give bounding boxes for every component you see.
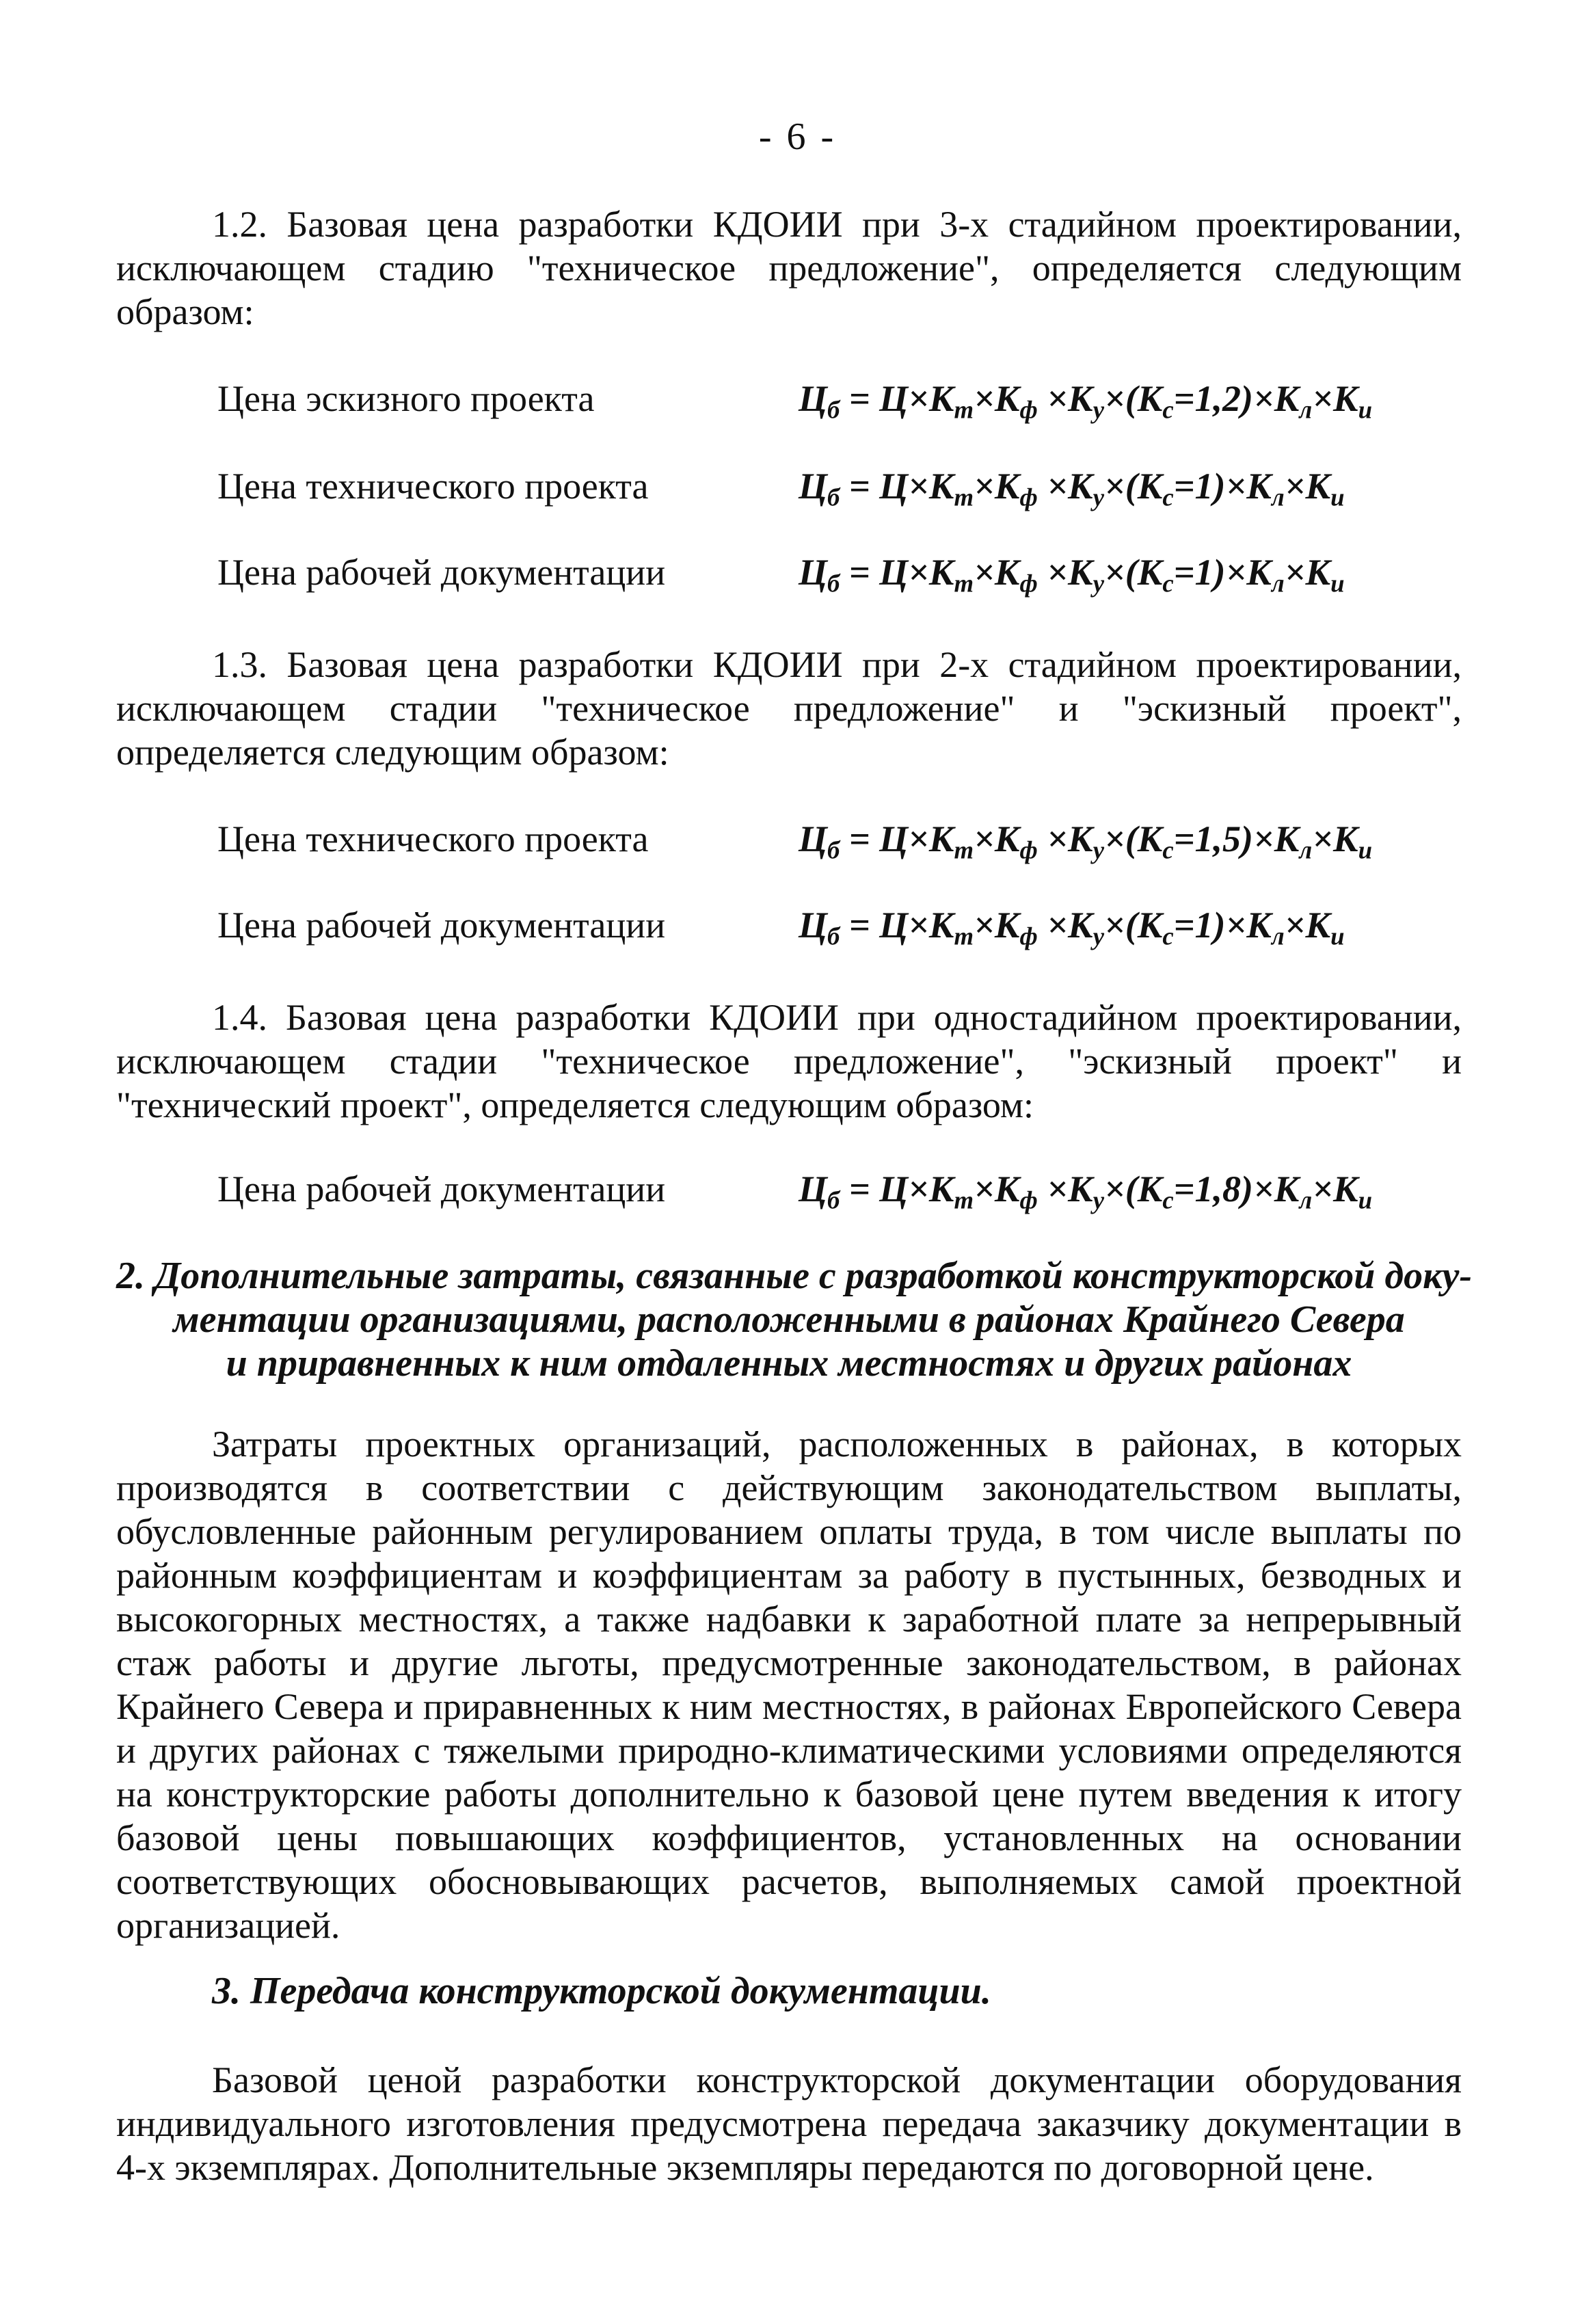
section-2-heading xyxy=(116,1254,1473,1385)
formula-label: Цена технического проекта xyxy=(217,818,649,859)
heading-line: ментации организациями, расположенными в районах Крайнего Севера xyxy=(173,1298,1405,1341)
formula-label: Цена эскизного проекта xyxy=(217,378,595,419)
formula-row-1-2-working xyxy=(217,551,1380,598)
paragraph-1-2: 1.2. Базовая цена разработки КДОИИ при 3-х стадийном проектировании, исключающем стадию "техническое предложение", определяется следующим образом: xyxy=(116,204,1462,332)
formula-row-1-2-technical xyxy=(217,465,1380,509)
price-formula: $Ц_б = Ц\times К_т\times К_ф \times К_у\times(К_с=1,8)\times К_л\times К_и$ xyxy=(799,1168,1373,1214)
price-formula: $Ц_б = Ц\times К_т\times К_ф \times К_у\times(К_с=1)\times К_л\times К_и$ xyxy=(799,905,1345,950)
paragraph-section-3: Базовой ценой разработки конструкторской документации оборудования индивидуального изготовления предусмотрена передача заказчику документации в 4-х экземплярах. Дополнительные экземпляры передаются по договорной цене. xyxy=(116,2059,1462,2188)
paragraph-1-3: 1.3. Базовая цена разработки КДОИИ при 2-х стадийном проектировании, исключающем стадии "техническое предложение" и "эскизный проект", определяется следующим образом: xyxy=(116,644,1462,773)
page-number: - 6 - xyxy=(758,116,837,158)
section-3-heading: 3. Передача конструкторской документации. xyxy=(212,1970,991,2012)
formula-row-1-3-working xyxy=(217,904,1380,948)
price-formula: $Ц_б = Ц\times К_т\times К_ф \times К_у\times(К_с=1,2)\times К_л\times К_и$ xyxy=(799,378,1373,424)
formula-row-1-3-technical xyxy=(217,818,1380,862)
paragraph-1-4: 1.4. Базовая цена разработки КДОИИ при одностадийном проектировании, исключающем стадии "техническое предложение", "эскизный проект" и "технический проект", определяется следующим образом: xyxy=(116,997,1462,1125)
price-formula: $Ц_б = Ц\times К_т\times К_ф \times К_у\times(К_с=1)\times К_л\times К_и$ xyxy=(799,552,1345,598)
formula-row-1-2-sketch xyxy=(217,377,1380,424)
formula-label: Цена рабочей документации xyxy=(217,1168,666,1210)
formula-label: Цена технического проекта xyxy=(217,466,649,507)
heading-line: 2. Дополнительные затраты, связанные с разработкой конструкторской доку- xyxy=(116,1255,1473,1297)
formula-label: Цена рабочей документации xyxy=(217,552,666,593)
paragraph-section-2: Затраты проектных организаций, расположенных в районах, в которых производятся в соответствии с действующим законодательством выплаты, обусловленные районным регулированием оплаты труда, в том числе выплаты по районным коэффициентам и коэффициентам за работу в пустынных, безводных и высокогорных местностях, а также надбавки к заработной плате за непрерывный стаж работы и другие льготы, предусмотренные законодательством, в районах Крайнего Севера и приравненных к ним местностях, в районах Европейского Севера и других районах с тяжелыми природно-климатическими условиями определяются на конструкторские работы дополнительно к базовой цене путем введения к итогу базовой цены повышающих коэффициентов, установленных на основании соответствующих обосновывающих расчетов, выполняемых самой проектной организацией. xyxy=(116,1424,1462,1946)
price-formula: $Ц_б = Ц\times К_т\times К_ф \times К_у\times(К_с=1)\times К_л\times К_и$ xyxy=(799,466,1345,511)
formula-row-1-4-working xyxy=(217,1168,1380,1212)
price-formula: $Ц_б = Ц\times К_т\times К_ф \times К_у\times(К_с=1,5)\times К_л\times К_и$ xyxy=(799,818,1373,864)
formula-label: Цена рабочей документации xyxy=(217,905,666,946)
heading-line: и приравненных к ним отдаленных местностях и других районах xyxy=(226,1342,1352,1385)
